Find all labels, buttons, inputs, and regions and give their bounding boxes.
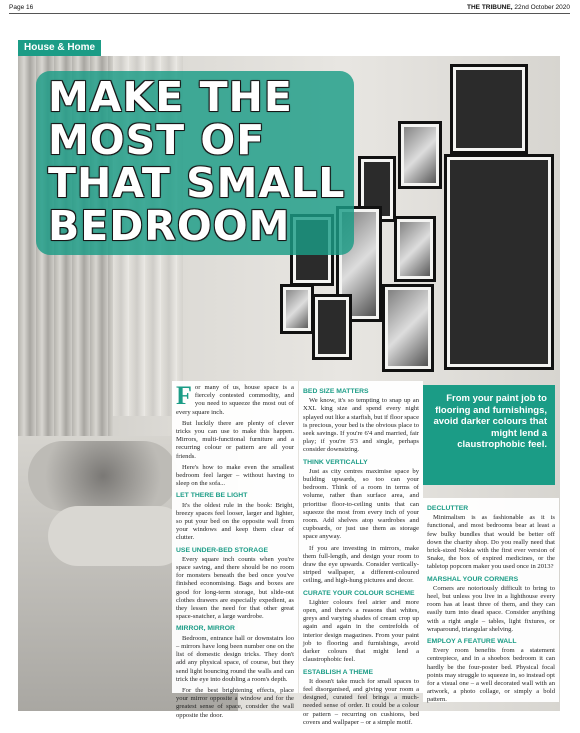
paragraph: But luckily there are plenty of clever tricks you can use to make this happen. Mirrors, multi-functional furniture and a recurring colour or pattern are all your friends.: [176, 419, 294, 460]
wall-frame: [394, 216, 436, 282]
paragraph: It doesn't take much for small spaces to feel disorganised, and giving your room a designed, curated feel brings a much-needed sense of order. It could be a colour or pattern – recurring on cushions, bed covers and wallpaper – or a simple motif.: [303, 677, 419, 726]
pillow: [48, 506, 188, 566]
section-tag: House & Home: [18, 40, 101, 56]
paragraph: Minimalism is as fashionable as it is functional, and most bedrooms bear at least a few bulky bundles that would be better off down the charity shop. Do you really need that brick-sized Nokia with the first ever version of Snake, the box of expired medicines, or the tabletop popcorn maker you used once in 2013?: [427, 514, 555, 571]
wall-frame: [280, 284, 314, 334]
text-column-3: [423, 498, 559, 702]
paragraph: Every room benefits from a statement centrepiece, and in a shoebox bedroom it can hardly be the four-poster bed. Physical focal points may struggle to squeeze in, so instead opt for a visual one – a well decorated wall with an artwork, a photo collage, or simply a bold pattern.: [427, 647, 555, 704]
pull-quote: From your paint job to flooring and furnishings, avoid darker colours that might lend a claustrophobic feel.: [423, 385, 555, 485]
paragraph: Bedroom, entrance hall or downstairs loo – mirrors have long been number one on the list of domestic design tricks. They don't add any physical space, of course, but they send light bouncing round the walls and can trick the eye into doubling a room's depth.: [176, 634, 294, 683]
subheading: CURATE YOUR COLOUR SCHEME: [303, 589, 415, 597]
subheading: ESTABLISH A THEME: [303, 668, 373, 676]
masthead: THE TRIBUNE, 22nd October 2020: [467, 4, 570, 11]
subheading: MARSHAL YOUR CORNERS: [427, 575, 519, 583]
intro-paragraph: [176, 381, 294, 417]
paragraph: We know, it's so tempting to snap up an XXL king size and spend every night splayed out like a starfish, but if floor space is precious, your bed is the obvious place to seek savings. If you're 6'4 and married, fair play; if you're 5'3 and single, perhaps consider downsizing.: [303, 397, 419, 454]
drop-cap: F: [176, 381, 192, 410]
text-column-2: [299, 381, 423, 726]
publication-name: THE TRIBUNE: [467, 4, 511, 11]
paragraph: Every square inch counts when you're space saving, and there should be no room for monsters beneath the bed once you've finished economising. Bags and boxes are good for long-term storage, but slide-out clothes drawers are especially expedient, as they lessen the need for that other great space-snatcher, a large wardrobe.: [176, 555, 294, 621]
subheading: MIRROR, MIRROR: [176, 625, 235, 633]
page-number: Page 16: [9, 4, 34, 11]
subheading: EMPLOY A FEATURE WALL: [427, 638, 517, 646]
headline: MAKE THE MOST OF THAT SMALL BEDROOM: [48, 73, 346, 250]
text-column-1: [172, 381, 298, 719]
intro-text: or many of us, house space is a fiercely contested commodity, and you need to squeeze the most out of every square inch.: [176, 384, 294, 416]
page-header: [0, 0, 580, 34]
wall-frame: [444, 154, 554, 370]
paragraph: Lighter colours feel airier and more open, and there's a reasons that whites, greys and varying shades of cream crop up again and again in the centrefolds of interior design magazines. From your paint job to flooring and furnishings, avoid darker colours that might lend a claustrophobic feel.: [303, 598, 419, 664]
wall-frame: [450, 64, 528, 154]
subheading: DECLUTTER: [427, 505, 469, 512]
paragraph: For the best brightening effects, place your mirror opposite a window and for the greatest sense of space, consider the wall opposite the door.: [176, 686, 294, 719]
paragraph: Corners are notoriously difficult to bring to heel, but unless you live in a lighthouse every room has at least three of them, and they can easily turn into dead space. Consider anything with a right angle – tables, light fixtures, or wraparound, triangular shelving.: [427, 584, 555, 633]
paragraph: Here's how to make even the smallest bedroom feel larger – without having to sleep on the sofa...: [176, 463, 294, 488]
paragraph: If you are investing in mirrors, make them full-length, and design your room to draw the eye upwards. Consider vertically-striped wallpaper, a different-coloured ceiling, and high-hung pictures and decor.: [303, 544, 419, 585]
pillow: [28, 441, 178, 511]
paragraph: Just as city centres maximise space by building upwards, so too can your bedroom. Think of a room in terms of volume, rather than surface area, and prioritise floor-to-ceiling units that can squeeze the most from every inch of your room. Add shelves atop wardrobes and cupboards, or just use them as storage space anyway.: [303, 467, 419, 541]
subheading: USE UNDER-BED STORAGE: [176, 546, 269, 554]
paragraph: It's the oldest rule in the book: Bright, breezy spaces feel looser, larger and lighter, so put your bed on the opposite wall from your windows and keep them clear of clutter.: [176, 501, 294, 542]
subheading: LET THERE BE LIGHT: [176, 492, 248, 500]
subheading: BED SIZE MATTERS: [303, 388, 369, 395]
subheading: THINK VERTICALLY: [303, 458, 368, 466]
wall-frame: [398, 121, 442, 189]
wall-frame: [382, 284, 434, 372]
header-rule: [9, 13, 570, 14]
wall-frame: [312, 294, 352, 360]
issue-date: 22nd October 2020: [514, 4, 570, 11]
